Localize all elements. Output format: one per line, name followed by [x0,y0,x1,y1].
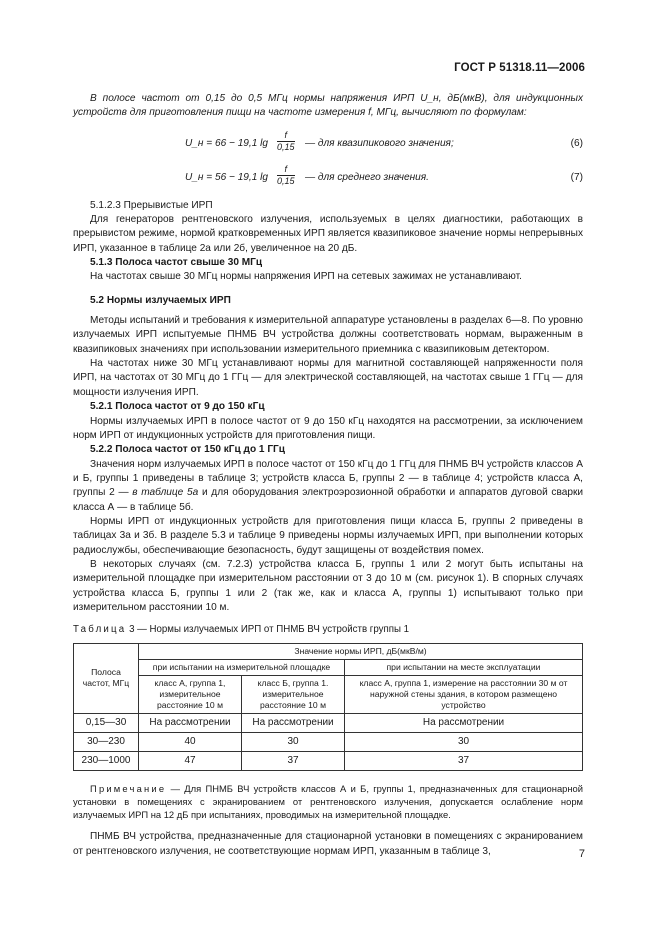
table-5a-reference: в таблице 5а [132,487,199,499]
section-5-2-2-paragraph-2: Нормы ИРП от индукционных устройств для приготовления пищи класса Б, группы 2 приведены в таблицах 3а и 3б. В разделе 5.3 и таблице 9 приведены нормы излучаемых ИРП, при выполнении которых радиослужбы, обеспечивающие безопасность, будут защищены от воздействия помех. [73,515,583,556]
formula-7-number: (7) [570,171,583,183]
intro-paragraph: В полосе частот от 0,15 до 0,5 МГц нормы напряжения ИРП U_н, дБ(мкВ), для индукционных устройств для приготовления пищи на частоте измерения f, МГц, вычисляют по формулам: [73,93,583,119]
section-5-2-title: 5.2 Нормы излучаемых ИРП [90,294,231,306]
document-body [73,92,583,859]
formula-6-description: — для квазипикового значения; [305,137,454,149]
formula-6-numerator: f [277,130,295,142]
section-5-2-2-paragraph-1 [73,458,583,515]
formula-7-description: — для среднего значения. [305,171,429,183]
table-cell: 30—230 [74,732,139,751]
section-5-2-2-title: 5.2.2 Полоса частот от 150 кГц до 1 ГГц [90,444,285,456]
table-row [74,713,583,732]
section-5-2-1-text: Нормы излучаемых ИРП в полосе частот от 9 до 150 кГц находятся на рассмотрении, за исключением норм ИРП от индукционных устройств для приготовления пищи. [73,415,583,441]
last-paragraph: ПНМБ ВЧ устройства, предназначенные для стационарной установки в помещениях с экранированием от рентгеновского излучения, не соответствующие нормам ИРП, указанным в таблице 3, [73,831,583,857]
table-cell: 0,15—30 [74,713,139,732]
formula-6-lhs: U_н = 66 − 19,1 lg [185,137,268,149]
note-word: Примечание [90,782,167,794]
header-limit-value: Значение нормы ИРП, дБ(мкВ/м) [139,643,583,659]
table-row [74,732,583,751]
table-caption-word: Таблица [73,624,127,636]
section-5-1-3-title: 5.1.3 Полоса частот свыше 30 МГц [90,257,263,269]
table-row [74,751,583,770]
section-5-1-2-3-title: 5.1.2.3 Прерывистые ИРП [90,199,213,211]
table-note [73,782,583,822]
section-5-2-2-paragraph-3: В некоторых случаях (см. 7.2.3) устройства класса Б, группы 1 или 2 могут быть испытаны на измерительной площадке при измерительном расстоянии от 3 до 10 м (см. рисунок 1). В спорных случаях устройства класса Б, группы 1 или 2 (так же, как и класса А, группы 1) испытывают только при измерительном расстоянии 10 м. [73,558,583,613]
formula-6-fraction [277,130,295,153]
page-number: 7 [578,848,585,860]
table-cell: 37 [242,751,345,770]
header-test-site: при испытании на измерительной площадке [139,659,345,675]
table-cell: 37 [345,751,583,770]
section-5-1-2-3-text: Для генераторов рентгеновского излучения, используемых в целях диагностики, работающих в прерывистом режиме, нормой кратковременных ИРП является квазипиковое значение нормы непрерывных ИРП, указанное в таблице 2а или 2б, увеличенное на 20 дБ. [73,214,583,254]
formula-6-denominator: 0,15 [277,141,295,152]
table-cell: 30 [242,732,345,751]
section-5-1-3-text: На частотах свыше 30 МГц нормы напряжения ИРП на сетевых зажимах не устанавливают. [90,271,522,283]
section-5-2-paragraph-2: На частотах ниже 30 МГц устанавливают нормы для магнитной составляющей напряженности поля ИРП, на частотах от 30 МГц до 1 ГГц — для электрической составляющей, на частотах свыше 1 ГГц — для мощности излучения ИРП. [73,358,583,398]
formula-6 [73,129,583,159]
formula-7-denominator: 0,15 [277,175,295,186]
formula-7-fraction [277,164,295,187]
table-caption [73,623,583,637]
table-cell: 47 [139,751,242,770]
table-cell: На рассмотрении [242,713,345,732]
table-cell: 30 [345,732,583,751]
note-text: — Для ПНМБ ВЧ устройств классов А и Б, группы 1, предназначенных для стационарной установки в помещениях с экранированием от рентгеновского излучения, допускается ослабление норм излучаемых ИРП на 12 дБ при испытаниях, проводимых на измерительной площадке. [73,782,583,821]
section-5-2-paragraph-1: Методы испытаний и требования к измерительной аппаратуре установлены в разделах 6—8. По уровню излучаемых ИРП испытуемые ПНМБ ВЧ устройства должны соответствовать нормам, выраженным в квазипиковых значениях при использовании измерительного приемника с квазипиковым детектором. [73,315,583,355]
subheader-class-b: класс Б, группа 1. измерительное расстояние 10 м [242,675,345,713]
section-5-2-2-text-a: Значения норм излучаемых ИРП в полосе частот от 150 кГц до 1 ГГц для ПНМБ ВЧ устройств классов А и Б, группы 1 приведены в таблице 3; устройств класса Б, группы 2 — в таблице 4; устройств класса А, группы 2 — [73,458,583,499]
header-in-situ: при испытании на месте эксплуатации [345,659,583,675]
table-cell: На рассмотрении [139,713,242,732]
header-frequency-band: Полоса частот, МГц [74,643,139,713]
table-cell: 40 [139,732,242,751]
table-cell: На рассмотрении [345,713,583,732]
table-cell: 230—1000 [74,751,139,770]
formula-6-number: (6) [570,137,583,149]
formula-7 [73,163,583,193]
subheader-class-a: класс А, группа 1, измерительное расстояние 10 м [139,675,242,713]
table-caption-text: 3 — Нормы излучаемых ИРП от ПНМБ ВЧ устройств группы 1 [126,624,409,636]
formula-7-numerator: f [277,164,295,176]
section-5-2-2-text-c: и для оборудования электроэрозионной обработки и аппаратов дуговой сварки класса А — в таблице 5б. [73,487,583,513]
document-header: ГОСТ Р 51318.11—2006 [454,62,585,74]
section-5-2-1-title: 5.2.1 Полоса частот от 9 до 150 кГц [90,401,265,413]
formula-7-lhs: U_н = 56 − 19,1 lg [185,171,268,183]
limits-table [73,643,583,771]
subheader-class-a-in-situ: класс А, группа 1, измерение на расстоянии 30 м от наружной стены здания, в котором размещено устройство [345,675,583,713]
